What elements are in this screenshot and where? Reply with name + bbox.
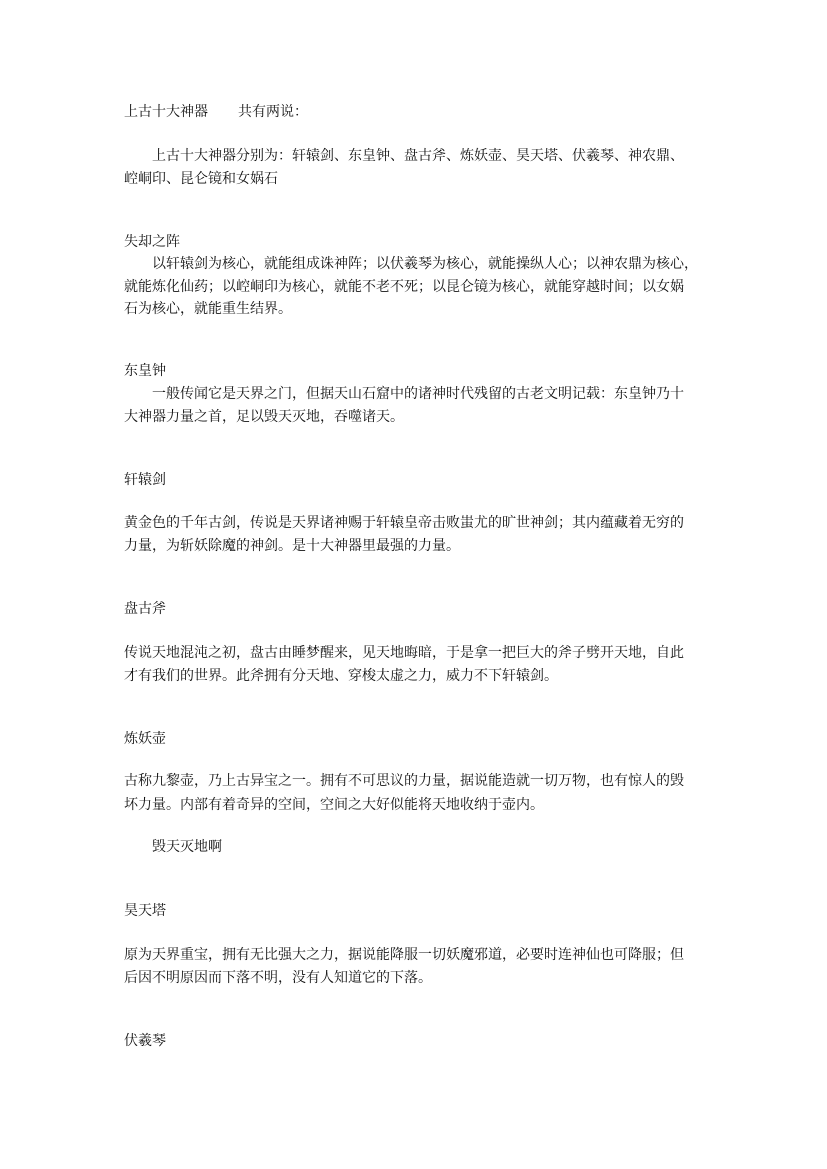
section-heading-shique: 失却之阵 bbox=[124, 234, 180, 250]
section-heading-donghuangzhong: 东皇钟 bbox=[124, 363, 166, 379]
section-text: 力量，为斩妖除魔的神剑。是十大神器里最强的力量。 bbox=[124, 538, 460, 554]
section-text: 石为核心，就能重生结界。 bbox=[124, 301, 292, 317]
section-text: 原为天界重宝，拥有无比强大之力，据说能降服一切妖魔邪道，必要时连神仙也可降服；但 bbox=[124, 947, 684, 963]
section-text: 古称九黎壶，乃上古异宝之一。拥有不可思议的力量，据说能造就一切万物，也有惊人的毁 bbox=[124, 773, 684, 789]
section-text: 大神器力量之首，足以毁天灭地，吞噬诸天。 bbox=[124, 409, 404, 425]
section-heading-xuanyuanjian: 轩辕剑 bbox=[124, 472, 166, 488]
section-text: 坏力量。内部有着奇异的空间，空间之大好似能将天地收纳于壶内。 bbox=[124, 797, 544, 813]
section-heading-panggufu: 盘古斧 bbox=[124, 601, 166, 617]
section-heading-haotianta: 昊天塔 bbox=[124, 903, 166, 919]
section-heading-lianyaohu: 炼妖壶 bbox=[124, 731, 166, 747]
section-heading-fuxiqin: 伏羲琴 bbox=[124, 1033, 166, 1049]
section-text: 黄金色的千年古剑，传说是天界诸神赐于轩辕皇帝击败蚩尤的旷世神剑；其内蕴藏着无穷的 bbox=[124, 515, 684, 531]
intro-line-2: 崆峒印、昆仑镜和女娲石 bbox=[124, 171, 278, 187]
doc-title: 上古十大神器 bbox=[124, 104, 208, 120]
section-text: 一般传闻它是天界之门，但据天山石窟中的诸神时代残留的古老文明记载：东皇钟乃十 bbox=[152, 386, 684, 402]
intro-line-1: 上古十大神器分别为：轩辕剑、东皇钟、盘古斧、炼妖壶、昊天塔、伏羲琴、神农鼎、 bbox=[152, 148, 684, 164]
section-text: 后因不明原因而下落不明，没有人知道它的下落。 bbox=[124, 970, 432, 986]
section-text: 才有我们的世界。此斧拥有分天地、穿梭太虚之力，威力不下轩辕剑。 bbox=[124, 668, 558, 684]
doc-subtitle: 共有两说： bbox=[238, 104, 308, 120]
doc-title-line bbox=[124, 101, 706, 123]
section-text: 就能炼化仙药；以崆峒印为核心，就能不老不死；以昆仑镜为核心，就能穿越时间；以女娲 bbox=[124, 279, 684, 295]
section-text: 以轩辕剑为核心，就能组成诛神阵；以伏羲琴为核心，就能操纵人心；以神农鼎为核心， bbox=[152, 256, 698, 272]
section-text: 传说天地混沌之初，盘古由睡梦醒来，见天地晦暗，于是拿一把巨大的斧子劈开天地，自此 bbox=[124, 645, 684, 661]
section-note: 毁天灭地啊 bbox=[152, 839, 222, 855]
